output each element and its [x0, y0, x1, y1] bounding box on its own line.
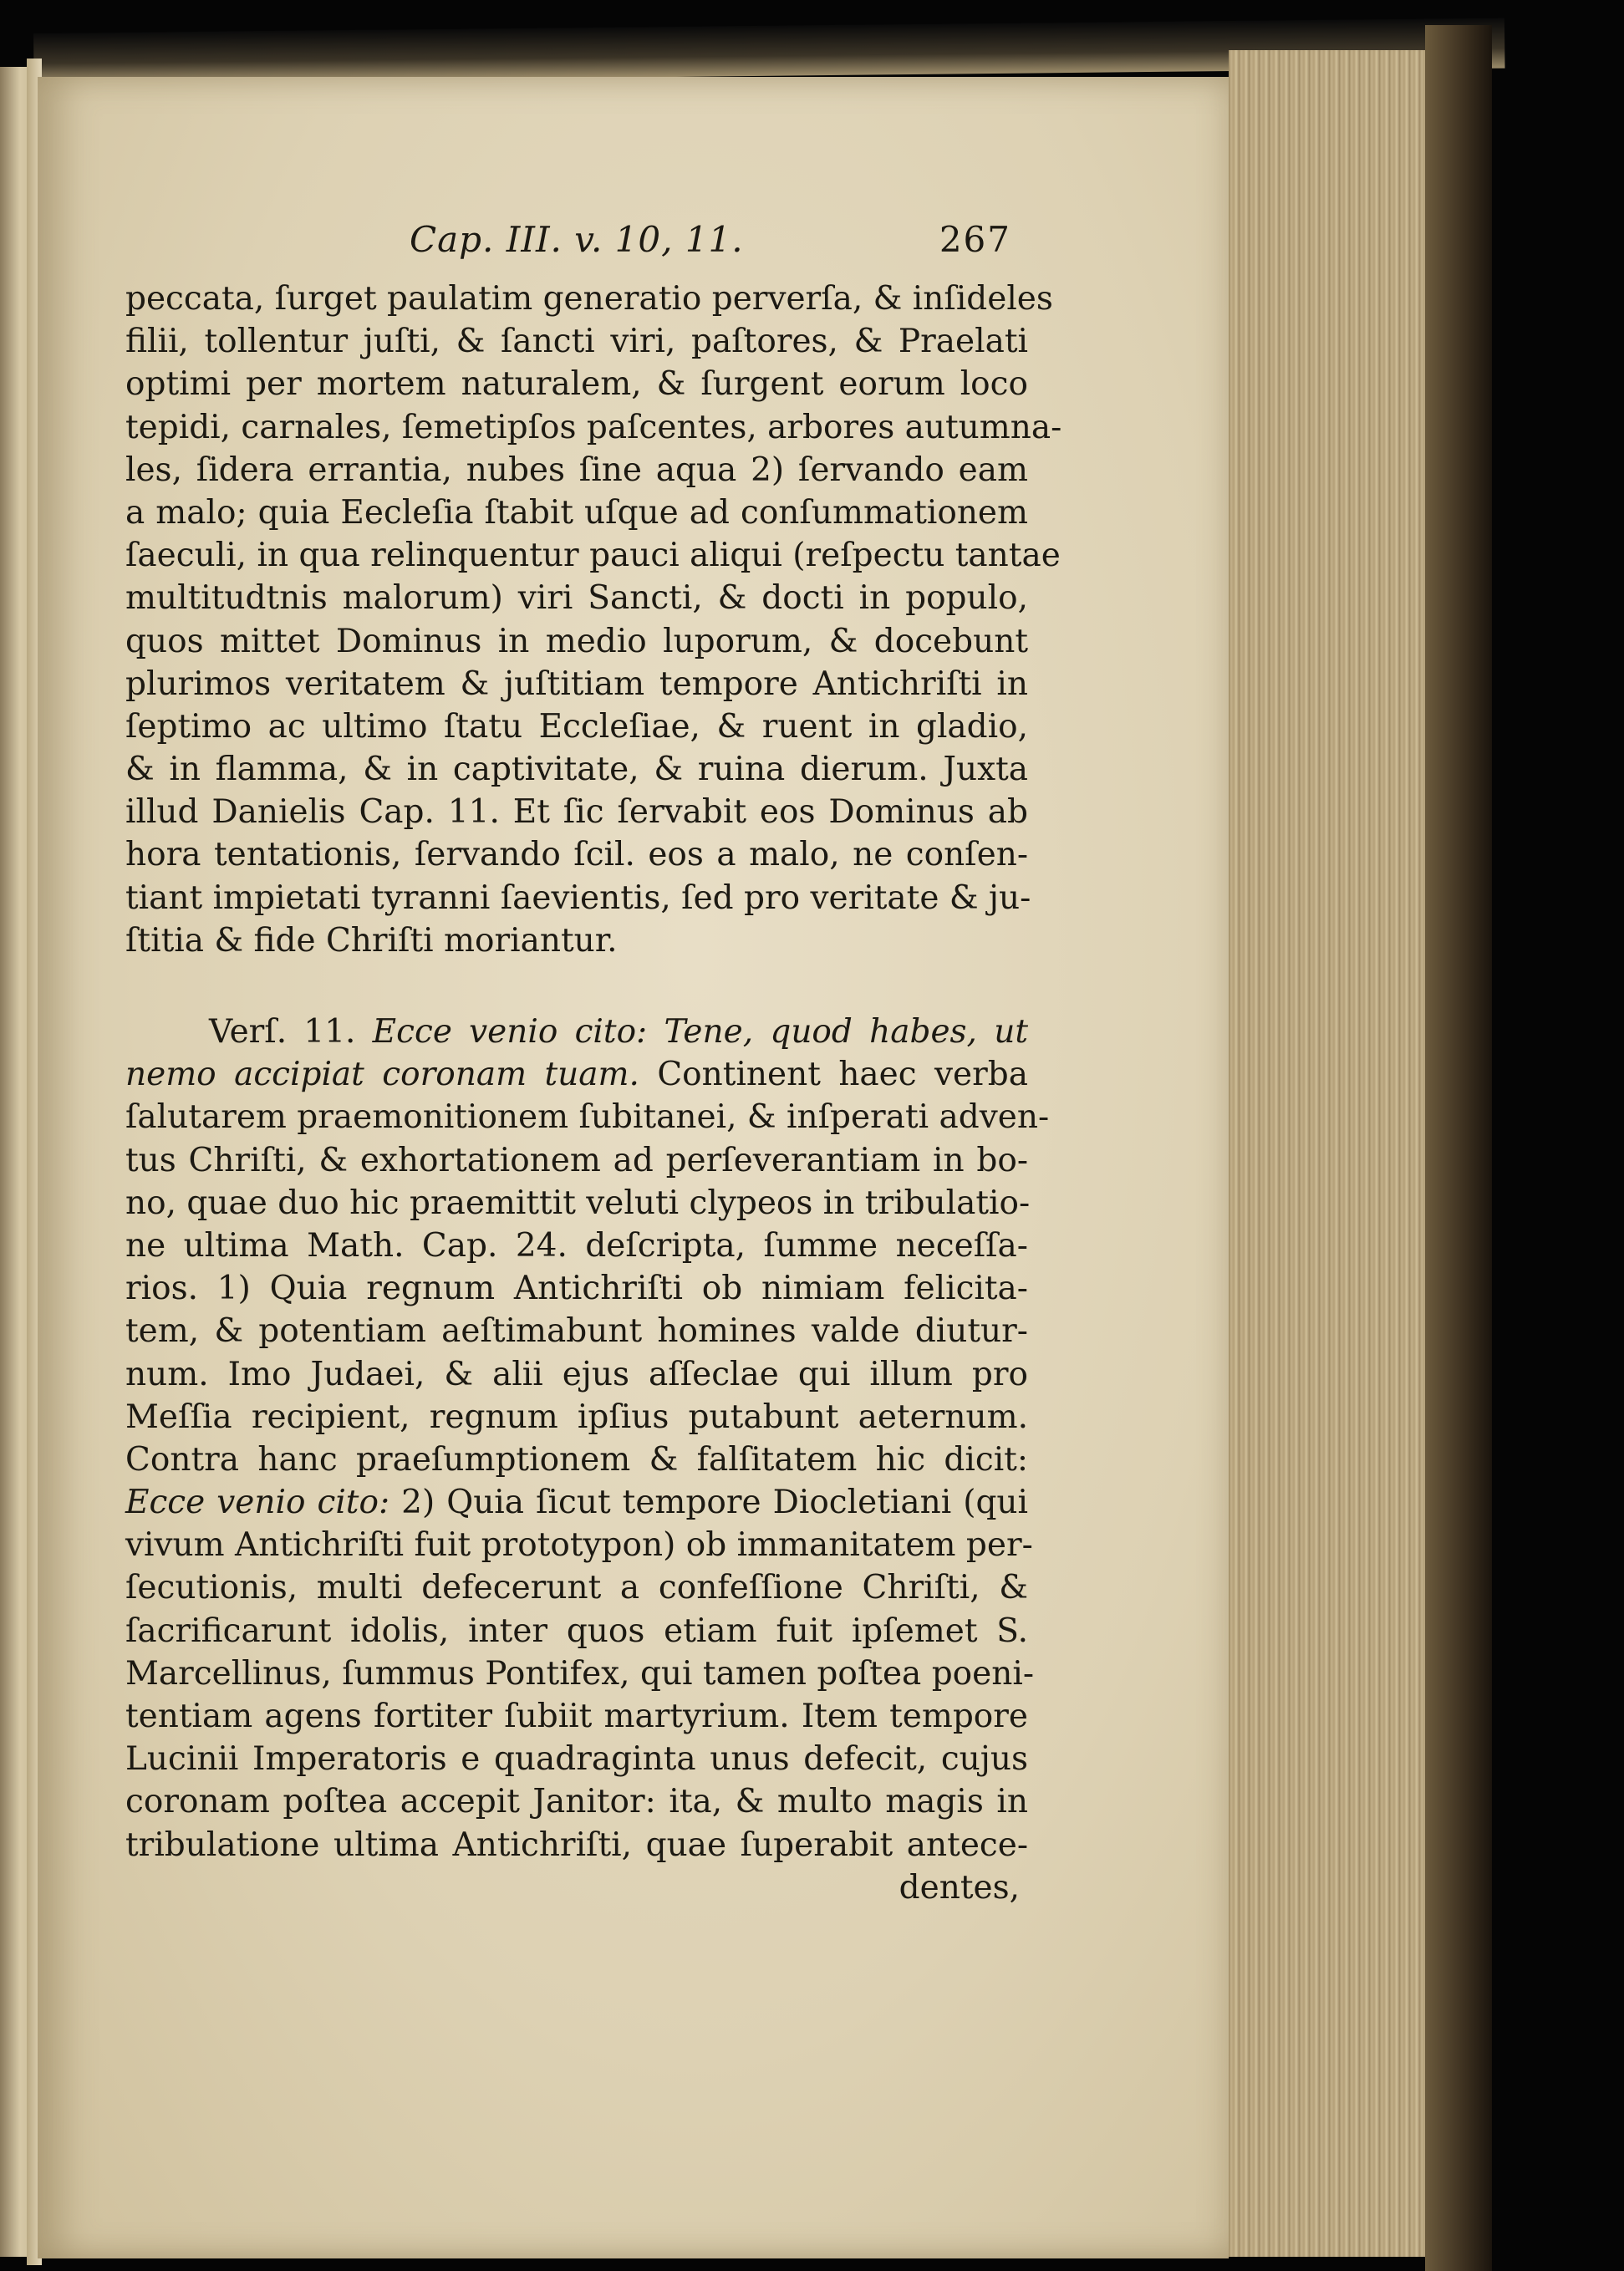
paragraph-gap	[125, 962, 1028, 1011]
text-line: coronam poſtea accepit Janitor: ita, & multo magis in	[125, 1783, 1028, 1821]
text-line: no, quae duo hic praemittit veluti clypeos in tribulatio-	[125, 1184, 1031, 1222]
text-line: tentiam agens fortiter ſubiit martyrium. Item tempore	[125, 1698, 1028, 1735]
text-line: ne ultima Math. Cap. 24. deſcripta, ſumme neceſſa-	[125, 1226, 1028, 1265]
text-span: 2) Quia ſicut tempore Diocletiani (qui	[401, 1484, 1028, 1522]
verse-quote: Ecce venio cito: Tene, quod habes, ut	[372, 1013, 1028, 1051]
verse-label: Verſ. 11.	[209, 1013, 356, 1051]
verse-heading-line	[125, 1011, 1028, 1053]
text-line: tem, & potentiam aeſtimabunt homines valde diutur-	[125, 1312, 1028, 1351]
text-line: quos mittet Dominus in medio luporum, & docebunt	[125, 622, 1028, 660]
text-line: ſaeculi, in qua relinquentur pauci aliqui (reſpectu tantae	[125, 537, 1061, 575]
text-line: peccata, ſurget paulatim generatio perverſa, & inſideles	[125, 280, 1053, 318]
text-line: rios. 1) Quia regnum Antichriſti ob nimiam felicita-	[125, 1270, 1028, 1308]
text-line: plurimos veritatem & juſtitiam tempore Antichriſti in	[125, 664, 1028, 703]
text-line: & in flamma, & in captivitate, & ruina dierum. Juxta	[125, 751, 1028, 789]
text-line	[125, 1053, 1028, 1096]
text-line: ſecutionis, multi defecerunt a confeſſione Chriſti, &	[125, 1569, 1028, 1607]
text-line: ſtitia & fide Chriſti moriantur.	[125, 921, 618, 960]
paragraph-2	[125, 1011, 1050, 1909]
catchword: dentes,	[899, 1868, 1020, 1907]
text-line	[125, 1481, 1028, 1524]
text-line: Meſſia recipient, regnum ipſius putabunt aeternum.	[125, 1398, 1028, 1436]
running-head	[125, 219, 1028, 269]
text-line: ſacrificarunt idolis, inter quos etiam fuit ipſemet S.	[125, 1612, 1028, 1650]
text-line: les, ſidera errantia, nubes ſine aqua 2) ſervando eam	[125, 451, 1028, 489]
text-line: ſalutarem praemonitionem ſubitanei, & inſperati adven-	[125, 1098, 1050, 1137]
page-text	[125, 219, 1062, 1909]
text-line: tiant impietati tyranni ſaevientis, ſed pro veritate & ju-	[125, 878, 1031, 917]
text-line: filii, tollentur juſti, & ſancti viri, paſtores, & Praelati	[125, 323, 1028, 361]
text-line: tus Chriſti, & exhortationem ad perſeverantiam in bo-	[125, 1141, 1028, 1179]
text-line: Marcellinus, ſummus Pontifex, qui tamen poſtea poeni-	[125, 1654, 1034, 1693]
text-line: Contra hanc praeſumptionem & falſitatem hic dicit:	[125, 1440, 1028, 1479]
text-line: num. Imo Judaei, & alii ejus aſſeclae qui illum pro	[125, 1355, 1028, 1393]
text-line: a malo; quia Eecleſia ſtabit uſque ad conſummationem	[125, 493, 1028, 532]
book-cover	[1425, 25, 1492, 2271]
text-line: Lucinii Imperatoris e quadraginta unus defecit, cujus	[125, 1740, 1028, 1779]
text-line: multitudtnis malorum) viri Sancti, & docti in populo,	[125, 579, 1028, 618]
running-head-title: Cap. III. v. 10, 11.	[410, 219, 744, 260]
page-block-edges	[1229, 50, 1425, 2257]
verse-quote-repeat: Ecce venio cito:	[125, 1484, 390, 1522]
page-number: 267	[939, 219, 1011, 260]
text-line: illud Danielis Cap. 11. Et ſic ſervabit eos Dominus ab	[125, 793, 1028, 832]
text-line: tribulatione ultima Antichriſti, quae ſuperabit antece-	[125, 1825, 1028, 1864]
text-line: hora tentationis, ſervando ſcil. eos a malo, ne conſen-	[125, 836, 1028, 874]
text-line: vivum Antichriſti fuit prototypon) ob immanitatem per-	[125, 1526, 1033, 1565]
text-span: Continent haec verba	[657, 1056, 1028, 1094]
verse-quote-continued: nemo accipiat coronam tuam.	[125, 1056, 639, 1094]
text-line: optimi per mortem naturalem, & ſurgent eorum loco	[125, 365, 1028, 404]
paragraph-1	[125, 278, 1062, 962]
text-line: tepidi, carnales, ſemetipſos paſcentes, arbores autumna-	[125, 408, 1062, 446]
text-line: ſeptimo ac ultimo ſtatu Eccleſiae, & ruent in gladio,	[125, 707, 1028, 746]
